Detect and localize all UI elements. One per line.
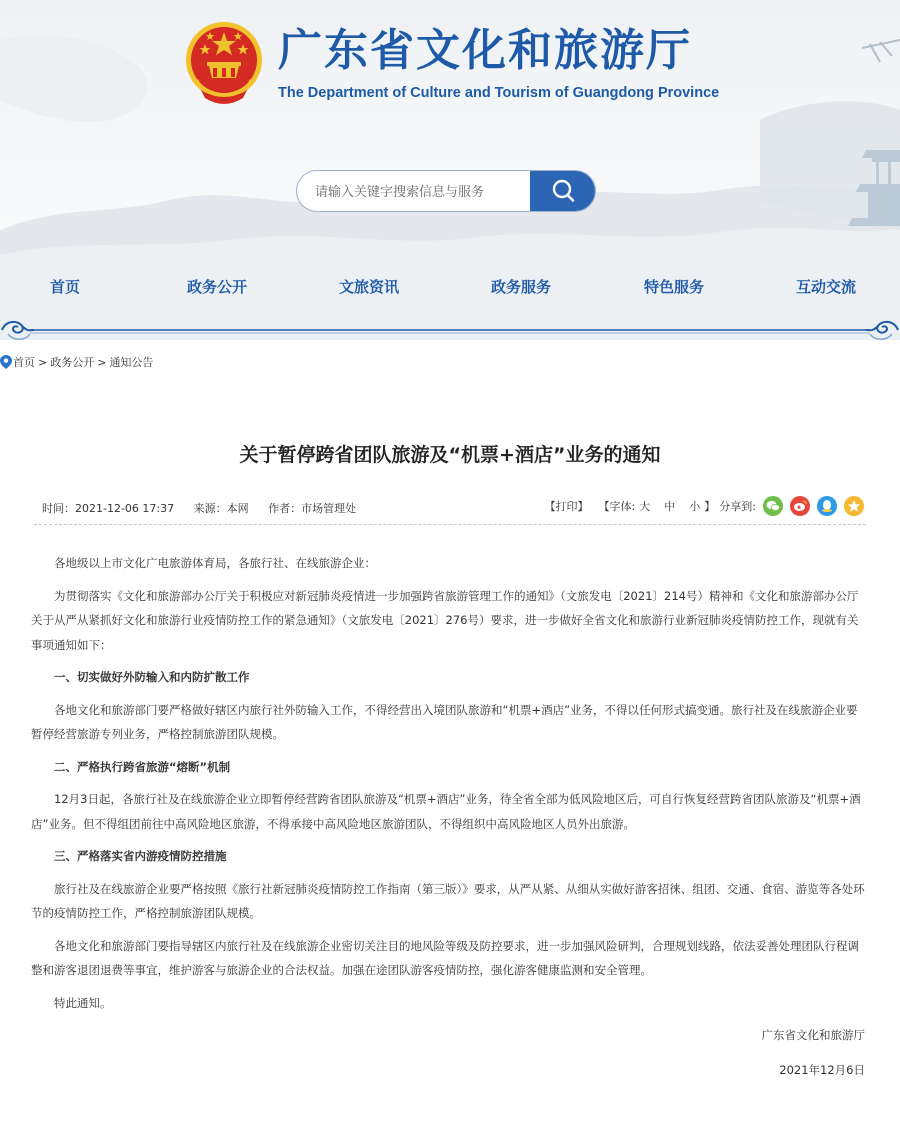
paragraph-3b: 各地文化和旅游部门要指导辖区内旅行社及在线旅游企业密切关注目的地风险等级及防控要求，进一步加强风险研判，合理规划线路，依法妥善处理团队行程调整和游客退团退费等事宜，维护游客与旅游企业的合法权益。加强在途团队游客疫情防控，强化游客健康监测和安全管理。 (31, 938, 859, 977)
publish-time: 时间：2021-12-06 17:37 (42, 502, 175, 515)
section-heading-1: 一、切实做好外防输入和内防扩散工作 (54, 670, 250, 684)
font-size-medium[interactable]: 中 (664, 500, 676, 513)
qzone-icon[interactable] (844, 496, 864, 516)
nav-item-home[interactable]: 首页 (49, 278, 81, 296)
font-size-small[interactable]: 小 (689, 500, 701, 513)
nav-item-featured-services[interactable]: 特色服务 (643, 278, 705, 296)
wechat-icon[interactable] (763, 496, 783, 516)
wave-divider (0, 316, 900, 346)
breadcrumb-separator: > (97, 355, 107, 369)
national-emblem-icon (183, 20, 265, 106)
site-title: 广东省文化和旅游厅 (278, 25, 692, 76)
share-label: 分享到: (719, 500, 756, 513)
search-input[interactable] (313, 171, 532, 212)
paragraph-1: 各地文化和旅游部门要严格做好辖区内旅行社外防输入工作，不得经营出入境团队旅游和“机票+酒店”业务，不得以任何形式搞变通。旅行社及在线旅游企业要暂停经营旅游专列业务，严格控制旅游团队规模。 (31, 702, 858, 741)
breadcrumb-notices[interactable]: 通知公告 (109, 356, 154, 369)
paragraph-3a: 旅行社及在线旅游企业要严格按照《旅行社新冠肺炎疫情防控工作指南（第三版）》要求，从严从紧、从细从实做好游客招徕、组团、交通、食宿、游览等各处环节的疫情防控工作，严格控制旅游团队规模。 (31, 881, 865, 920)
breadcrumb-separator: > (38, 355, 48, 369)
qq-icon[interactable] (817, 496, 837, 516)
signature-date: 2021年12月6日 (779, 1062, 865, 1077)
print-link[interactable]: 【打印】 (544, 500, 589, 513)
salutation: 各地级以上市文化广电旅游体育局，各旅行社、在线旅游企业： (54, 556, 376, 570)
section-heading-2: 二、严格执行跨省旅游“熔断”机制 (54, 759, 231, 774)
location-pin-icon (0, 355, 12, 369)
font-size-large[interactable]: 大 (639, 500, 651, 513)
nav-item-government-affairs[interactable]: 政务公开 (186, 278, 248, 296)
breadcrumb (0, 354, 153, 370)
font-size-close: 】 (704, 500, 716, 513)
article-content (31, 551, 865, 1090)
meta-divider (34, 524, 866, 525)
article-title: 关于暂停跨省团队旅游及“机票+酒店”业务的通知 (239, 444, 661, 466)
site-header (0, 0, 900, 340)
paragraph-intro: 为贯彻落实《文化和旅游部办公厅关于积极应对新冠肺炎疫情进一步加强跨省旅游管理工作的通知》（文旅发电〔2021〕214号）精神和《文化和旅游部办公厅关于从严从紧抓好文化和旅游行业疫情防控工作的紧急通知》（文旅发电〔2021〕276号）要求，进一步做好全省文化和旅游行业新冠肺炎疫情防控工作，现就有关事项通知如下： (31, 588, 859, 652)
article-meta (42, 500, 864, 518)
search-button[interactable] (530, 170, 596, 212)
site-subtitle: The Department of Culture and Tourism of Guangdong Province (278, 85, 720, 101)
closing: 特此通知。 (54, 995, 112, 1010)
nav-item-culture-tourism-news[interactable]: 文旅资讯 (338, 278, 400, 296)
search-box (296, 170, 596, 212)
nav-item-interaction[interactable]: 互动交流 (795, 278, 857, 296)
font-size-label: 【字体: (598, 500, 636, 513)
search-icon (550, 178, 576, 204)
weibo-icon[interactable] (790, 496, 810, 516)
breadcrumb-government-affairs[interactable]: 政务公开 (50, 356, 95, 369)
breadcrumb-home[interactable]: 首页 (13, 356, 35, 369)
article-source: 来源：本网 (193, 502, 249, 515)
main-nav (0, 270, 900, 304)
paragraph-2: 12月3日起，各旅行社及在线旅游企业立即暂停经营跨省团队旅游及“机票+酒店”业务，待全省全部为低风险地区后，可自行恢复经营跨省团队旅游及“机票+酒店”业务。但不得组团前往中高风险地区旅游，不得承接中高风险地区旅游团队，不得组织中高风险地区人员外出旅游。 (31, 792, 861, 831)
article-author: 作者：市场管理处 (268, 502, 357, 515)
signature: 广东省文化和旅游厅 (761, 1028, 865, 1042)
nav-item-government-services[interactable]: 政务服务 (490, 278, 552, 296)
section-heading-3: 三、严格落实省内游疫情防控措施 (54, 849, 227, 863)
